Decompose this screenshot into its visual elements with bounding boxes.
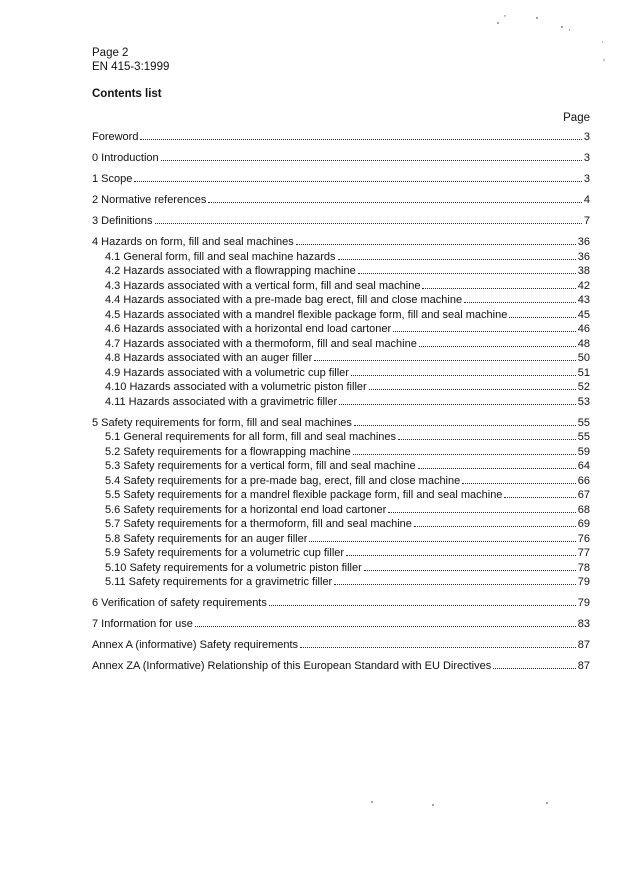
toc-leader-dots — [398, 439, 576, 440]
toc-entry-page: 4 — [583, 194, 590, 206]
toc-entry-page: 68 — [577, 503, 590, 516]
scan-speck: ʾ — [568, 28, 571, 38]
toc-entry-label: Annex ZA (Informative) Relationship of this European Standard with EU Directives — [92, 660, 492, 672]
toc-leader-dots — [414, 526, 576, 527]
scan-speck — [536, 17, 538, 19]
toc-leader-dots — [353, 454, 576, 455]
toc-entry-label: 5.2 Safety requirements for a flowrapping machine — [105, 445, 351, 458]
toc-entry — [92, 193, 590, 208]
toc-entry — [92, 488, 590, 503]
document-number: EN 415-3:1999 — [92, 61, 170, 73]
toc-entry-label: 3 Definitions — [92, 215, 153, 227]
toc-entry-page: 55 — [577, 431, 590, 443]
toc-leader-dots — [369, 389, 576, 390]
toc-leader-dots — [351, 375, 576, 376]
toc-leader-dots — [309, 541, 575, 542]
toc-entry-label: 5.8 Safety requirements for an auger filler — [105, 532, 308, 545]
toc-leader-dots — [504, 497, 575, 498]
toc-leader-dots — [464, 302, 576, 303]
page-number-label: Page 2 — [92, 47, 129, 59]
toc-leader-dots — [393, 331, 576, 332]
toc-leader-dots — [269, 605, 576, 606]
toc-entry-page: 78 — [577, 561, 590, 574]
toc-entry — [92, 293, 590, 308]
toc-entry — [92, 596, 590, 611]
document-content — [92, 46, 590, 674]
toc-entry — [92, 503, 590, 518]
toc-entry — [92, 264, 590, 279]
toc-entry-page: 55 — [577, 416, 590, 429]
toc-entry-label: 4.10 Hazards associated with a volumetric piston filler — [105, 381, 367, 393]
toc-entry-label: 5.9 Safety requirements for a volumetric cup filler — [105, 547, 345, 559]
toc-entry-page: 3 — [583, 131, 590, 143]
toc-entry-page: 43 — [577, 294, 590, 306]
toc-entry-label: 4.4 Hazards associated with a pre-made bag erect, fill and close machine — [105, 294, 463, 306]
toc-leader-dots — [419, 346, 576, 347]
toc-entry — [92, 561, 590, 576]
toc-leader-dots — [418, 468, 576, 469]
toc-entry-label: 5.7 Safety requirements for a thermoform, fill and seal machine — [105, 518, 412, 530]
toc-leader-dots — [509, 317, 575, 318]
toc-entry-page: 46 — [577, 323, 590, 335]
toc-entry-page: 83 — [577, 618, 590, 630]
toc-entry — [92, 337, 590, 352]
toc-entry-label: 4.3 Hazards associated with a vertical form, fill and seal machine — [105, 279, 421, 292]
toc-entry — [92, 430, 590, 445]
toc-leader-dots — [462, 483, 576, 484]
toc-entry — [92, 459, 590, 474]
toc-leader-dots — [388, 512, 575, 513]
toc-leader-dots — [334, 584, 576, 585]
scan-speck — [546, 802, 548, 804]
toc-entry-label: 5.3 Safety requirements for a vertical form, fill and seal machine — [105, 460, 416, 472]
toc-entry-page: 53 — [577, 395, 590, 408]
toc-entry — [92, 546, 590, 561]
toc-entry-label: 5.10 Safety requirements for a volumetric piston filler — [105, 561, 362, 574]
toc-entry-label: 4.6 Hazards associated with a horizontal end load cartoner — [105, 323, 392, 335]
toc-entry-page: 64 — [577, 460, 590, 472]
toc-leader-dots — [208, 202, 582, 203]
toc-entry-label: 5.6 Safety requirements for a horizontal end load cartoner — [105, 503, 387, 516]
toc-entry-label: Foreword — [92, 131, 139, 143]
toc-entry-label: 5.5 Safety requirements for a mandrel flexible package form, fill and seal machine — [105, 489, 503, 501]
toc-entry-label: 0 Introduction — [92, 152, 159, 164]
scan-speck: ʼ — [504, 14, 506, 24]
toc-entry-label: 5.4 Safety requirements for a pre-made bag, erect, fill and close machine — [105, 474, 461, 487]
toc-entry-label: 5.11 Safety requirements for a gravimetric filler — [105, 576, 333, 588]
toc-entry — [92, 380, 590, 395]
toc-entry — [92, 308, 590, 323]
toc-entry-label: 5 Safety requirements for form, fill and seal machines — [92, 416, 352, 429]
toc-entry-page: 66 — [577, 474, 590, 487]
toc-leader-dots — [339, 404, 576, 405]
toc-entry-page: 51 — [577, 366, 590, 379]
toc-leader-dots — [364, 570, 576, 571]
toc-leader-dots — [155, 223, 582, 224]
page-column-header: Page — [563, 112, 590, 124]
toc-entry — [92, 322, 590, 337]
toc-entry-label: 4.11 Hazards associated with a gravimetric filler — [105, 395, 338, 408]
toc-entry-page: 3 — [583, 173, 590, 185]
toc-entry — [92, 172, 590, 187]
toc-leader-dots — [493, 668, 576, 669]
toc-entry — [92, 151, 590, 166]
toc-entry-page: 42 — [577, 279, 590, 292]
toc-entry-label: 2 Normative references — [92, 194, 207, 206]
toc-entry — [92, 532, 590, 547]
toc-entry-label: 4 Hazards on form, fill and seal machines — [92, 236, 294, 248]
toc-leader-dots — [195, 626, 576, 627]
scan-speck — [561, 26, 563, 28]
toc-entry-page: 36 — [577, 236, 590, 248]
toc-entry-page: 59 — [577, 445, 590, 458]
toc-entry-label: 4.9 Hazards associated with a volumetric cup filler — [105, 366, 349, 379]
toc-entry-page: 69 — [577, 518, 590, 530]
toc-entry-label: 4.5 Hazards associated with a mandrel flexible package form, fill and seal machine — [105, 308, 508, 321]
toc-leader-dots — [314, 360, 575, 361]
toc-entry — [92, 474, 590, 489]
toc-entry-page: 76 — [577, 532, 590, 545]
scan-speck — [371, 801, 373, 803]
toc-entry-page: 38 — [577, 265, 590, 277]
toc-entry — [92, 279, 590, 294]
toc-entry-page: 77 — [577, 547, 590, 559]
toc-entry-page: 50 — [577, 352, 590, 364]
toc-entry — [92, 214, 590, 229]
scan-speck — [497, 22, 499, 24]
toc-entry — [92, 575, 590, 590]
toc-entry — [92, 366, 590, 381]
toc-entry — [92, 250, 590, 265]
toc-entry — [92, 416, 590, 431]
toc-entry-page: 79 — [577, 576, 590, 588]
toc-entry-label: 5.1 General requirements for all form, fill and seal machines — [105, 431, 397, 443]
toc-entry — [92, 638, 590, 653]
toc-leader-dots — [338, 259, 576, 260]
toc-entry-label: Annex A (informative) Safety requirements — [92, 639, 299, 651]
toc-entry-page: 52 — [577, 381, 590, 393]
toc-entry-label: 4.2 Hazards associated with a flowrapping machine — [105, 265, 356, 277]
contents-list-title: Contents list — [92, 88, 162, 100]
toc-entry-page: 79 — [577, 597, 590, 609]
toc-entry-page: 7 — [583, 215, 590, 227]
toc-entry-label: 4.8 Hazards associated with an auger filler — [105, 352, 313, 364]
toc-leader-dots — [422, 288, 575, 289]
toc-leader-dots — [140, 139, 581, 140]
toc-entry-page: 87 — [577, 660, 590, 672]
toc-entry-page: 36 — [577, 250, 590, 263]
scan-speck — [432, 804, 434, 806]
toc-entry-label: 6 Verification of safety requirements — [92, 597, 267, 609]
toc-entry — [92, 395, 590, 410]
toc-entry — [92, 130, 590, 145]
toc-entry-label: 4.7 Hazards associated with a thermoform, fill and seal machine — [105, 337, 417, 350]
toc-leader-dots — [346, 555, 576, 556]
toc-list — [92, 130, 590, 674]
toc-entry — [92, 659, 590, 674]
toc-leader-dots — [134, 181, 582, 182]
toc-entry-page: 48 — [577, 337, 590, 350]
toc-entry — [92, 235, 590, 250]
toc-entry — [92, 617, 590, 632]
toc-entry — [92, 517, 590, 532]
toc-entry-label: 7 Information for use — [92, 618, 193, 630]
toc-entry — [92, 445, 590, 460]
toc-entry-page: 67 — [577, 489, 590, 501]
toc-leader-dots — [358, 273, 576, 274]
toc-leader-dots — [296, 244, 576, 245]
toc-entry-page: 3 — [583, 152, 590, 164]
toc-entry-label: 1 Scope — [92, 173, 133, 185]
toc-entry — [92, 351, 590, 366]
toc-entry-label: 4.1 General form, fill and seal machine hazards — [105, 250, 336, 263]
toc-leader-dots — [354, 425, 576, 426]
toc-leader-dots — [161, 160, 582, 161]
scan-speck: ʼ — [603, 58, 605, 68]
toc-entry-page: 45 — [577, 308, 590, 321]
toc-leader-dots — [300, 647, 576, 648]
toc-entry-page: 87 — [577, 639, 590, 651]
scan-speck: ʿ — [601, 40, 604, 50]
